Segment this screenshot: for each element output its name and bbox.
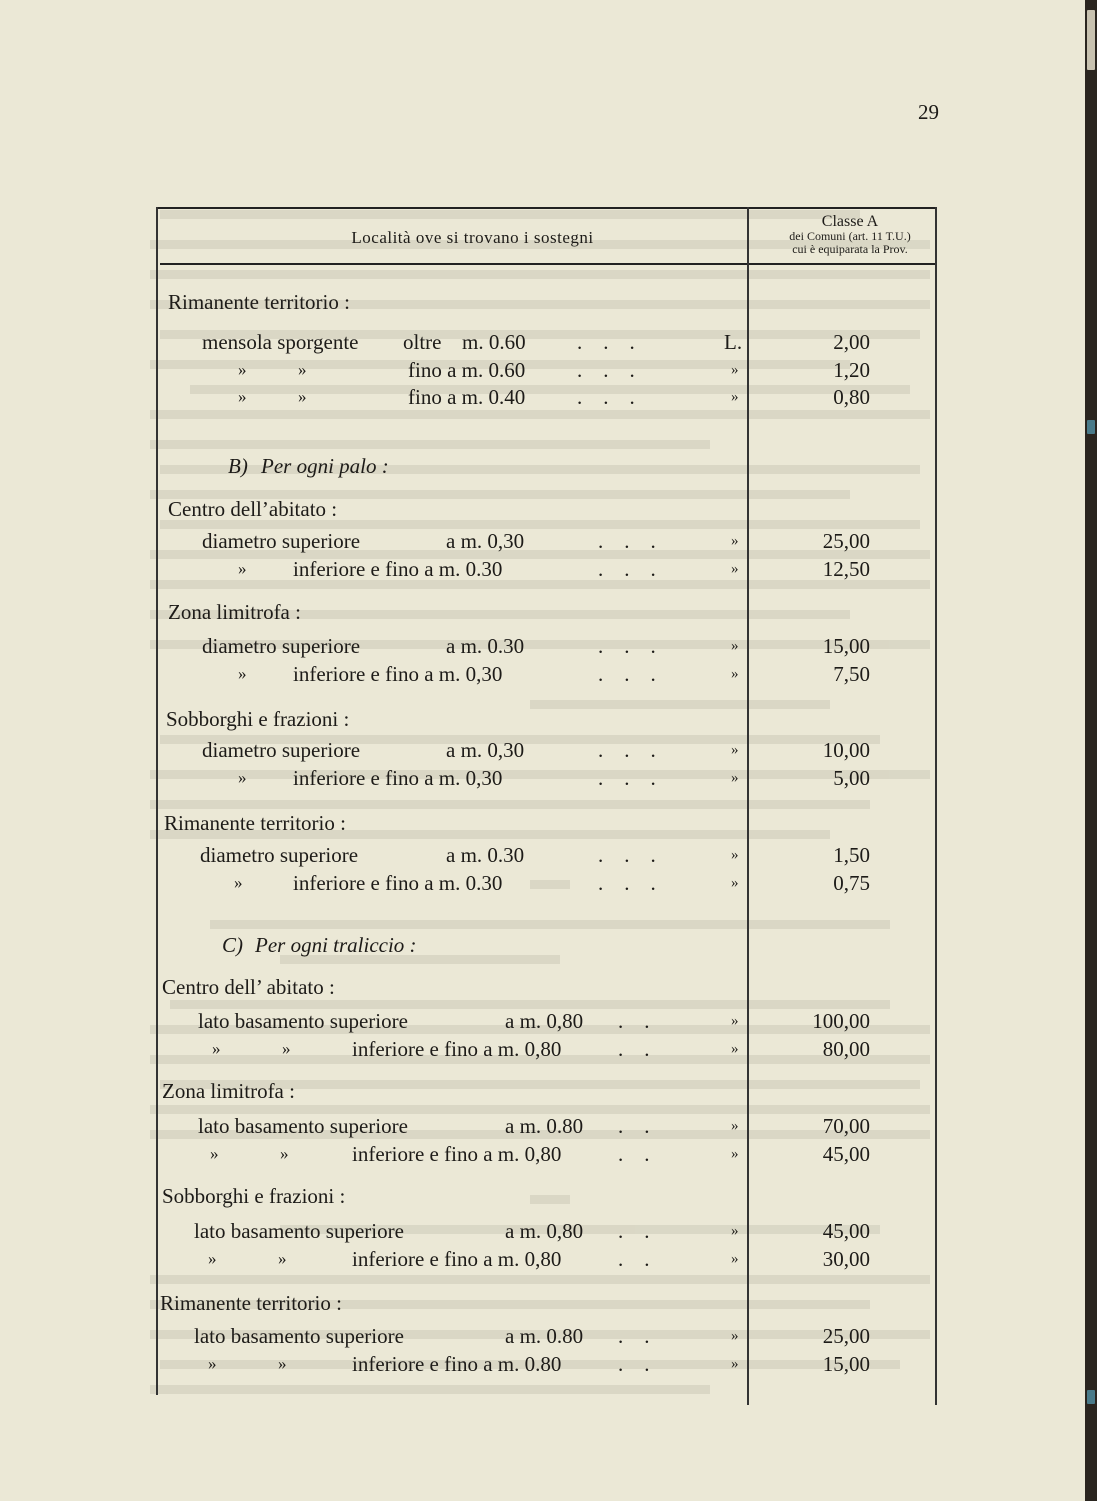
- fee-value: 45,00: [822, 1142, 870, 1166]
- fee-value: 12,50: [822, 557, 870, 581]
- ditto-mark: »: [208, 1354, 217, 1373]
- row-condition: fino a m. 0.40: [408, 385, 526, 409]
- leader-dots: . .: [618, 1114, 650, 1138]
- fee-value: 1,50: [833, 843, 870, 867]
- fee-value: 15,00: [822, 1352, 870, 1376]
- ditto-mark: »: [208, 1249, 217, 1268]
- row-measure: a m. 0,80: [505, 1219, 584, 1243]
- row-measure: m. 0.60: [462, 330, 526, 354]
- ditto-mark: »: [238, 387, 247, 406]
- table-row: [0, 764, 1085, 792]
- leader-dots: . . .: [598, 843, 656, 867]
- table-row: [0, 1112, 1085, 1140]
- table-row: [0, 452, 1085, 480]
- ditto-mark: »: [278, 1354, 287, 1373]
- fee-value: 15,00: [822, 634, 870, 658]
- column-header-location: Località ove si trovano i sostegni: [351, 228, 594, 247]
- fee-value: 45,00: [822, 1219, 870, 1243]
- fee-value: 100,00: [812, 1009, 870, 1033]
- table-row: [0, 1245, 1085, 1273]
- row-measure: a m. 0.80: [505, 1324, 584, 1348]
- row-measure: a m. 0.30: [446, 634, 525, 658]
- row-condition: inferiore e fino a m. 0.80: [352, 1352, 562, 1376]
- row-measure: a m. 0.80: [505, 1114, 584, 1138]
- group-heading: Rimanente territorio :: [164, 811, 346, 835]
- row-condition: inferiore e fino a m. 0.30: [293, 871, 503, 895]
- class-header-line3: cui è equiparata la Prov.: [792, 242, 908, 256]
- ditto-mark: »: [212, 1039, 221, 1058]
- ditto-mark: »: [731, 1118, 739, 1134]
- ditto-mark: »: [731, 362, 739, 378]
- ditto-mark: »: [731, 742, 739, 758]
- section-letter: B): [228, 454, 248, 478]
- class-header-line1: Classe A: [821, 213, 879, 230]
- table-row: [0, 598, 1085, 626]
- row-label: lato basamento superiore: [198, 1114, 408, 1138]
- row-condition: inferiore e fino a m. 0,80: [352, 1142, 562, 1166]
- section-title: Per ogni palo :: [261, 454, 389, 478]
- table-row: [0, 1007, 1085, 1035]
- row-label: lato basamento superiore: [194, 1219, 404, 1243]
- table-row: [0, 809, 1085, 837]
- fee-value: 80,00: [822, 1037, 870, 1061]
- ditto-mark: »: [238, 360, 247, 379]
- group-heading: Sobborghi e frazioni :: [166, 707, 350, 731]
- group-heading: Centro dell’abitato :: [168, 497, 338, 521]
- group-heading: Sobborghi e frazioni :: [162, 1184, 346, 1208]
- row-condition: inferiore e fino a m. 0.30: [293, 557, 503, 581]
- ditto-mark: »: [731, 389, 739, 405]
- row-condition: fino a m. 0.60: [408, 358, 526, 382]
- class-header-line2: dei Comuni (art. 11 T.U.): [789, 229, 911, 243]
- ditto-mark: »: [298, 387, 307, 406]
- ditto-mark: »: [731, 1041, 739, 1057]
- table-row: [0, 973, 1085, 1001]
- table-row: [0, 931, 1085, 959]
- row-measure: a m. 0,80: [505, 1009, 584, 1033]
- leader-dots: . .: [618, 1247, 650, 1271]
- fee-value: 0,80: [833, 385, 870, 409]
- ditto-mark: »: [731, 1356, 739, 1372]
- table-header-rule: [160, 263, 935, 265]
- currency-label: L.: [724, 330, 743, 354]
- group-heading: Zona limitrofa :: [168, 600, 301, 624]
- fee-value: 10,00: [822, 738, 870, 762]
- ditto-mark: »: [298, 360, 307, 379]
- row-label: diametro superiore: [200, 843, 359, 867]
- group-heading: Rimanente territorio :: [168, 290, 350, 314]
- leader-dots: . . .: [598, 662, 656, 686]
- fee-value: 0,75: [833, 871, 870, 895]
- ditto-mark: »: [731, 770, 739, 786]
- table-row: [0, 495, 1085, 523]
- leader-dots: . .: [618, 1324, 650, 1348]
- group-heading: Centro dell’ abitato :: [162, 975, 335, 999]
- table-row: [0, 705, 1085, 733]
- leader-dots: . .: [618, 1009, 650, 1033]
- fee-value: 7,50: [833, 662, 870, 686]
- table-row: [0, 328, 1085, 356]
- ditto-mark: »: [238, 559, 247, 578]
- leader-dots: . . .: [598, 871, 656, 895]
- group-heading: Rimanente territorio :: [160, 1291, 342, 1315]
- table-row: [0, 383, 1085, 411]
- fee-value: 1,20: [833, 358, 870, 382]
- row-label: diametro superiore: [202, 634, 361, 658]
- leader-dots: . . .: [598, 557, 656, 581]
- fee-value: 30,00: [822, 1247, 870, 1271]
- ditto-mark: »: [280, 1144, 289, 1163]
- ditto-mark: »: [731, 1146, 739, 1162]
- ditto-mark: »: [238, 664, 247, 683]
- row-measure: a m. 0.30: [446, 843, 525, 867]
- ditto-mark: »: [731, 533, 739, 549]
- fee-value: 2,00: [833, 330, 870, 354]
- fee-value: 70,00: [822, 1114, 870, 1138]
- table-row: [0, 1035, 1085, 1063]
- row-measure: a m. 0,30: [446, 738, 525, 762]
- row-condition: oltre: [403, 330, 442, 354]
- column-header-class: [760, 213, 940, 256]
- row-label: lato basamento superiore: [198, 1009, 408, 1033]
- ditto-mark: »: [234, 873, 243, 892]
- leader-dots: . . .: [577, 330, 635, 354]
- leader-dots: . . .: [598, 738, 656, 762]
- row-condition: inferiore e fino a m. 0,30: [293, 766, 503, 790]
- ditto-mark: »: [731, 1251, 739, 1267]
- table-row: [0, 1140, 1085, 1168]
- table-row: [0, 1289, 1085, 1317]
- table-top-rule: [156, 207, 937, 209]
- table-row: [0, 527, 1085, 555]
- ditto-mark: »: [731, 875, 739, 891]
- table-row: [0, 1182, 1085, 1210]
- ditto-mark: »: [731, 638, 739, 654]
- row-label: mensola sporgente: [202, 330, 359, 354]
- leader-dots: . . .: [577, 385, 635, 409]
- table-row: [0, 1077, 1085, 1105]
- table-row: [0, 288, 1085, 316]
- leader-dots: . . .: [598, 634, 656, 658]
- leader-dots: . .: [618, 1352, 650, 1376]
- ditto-mark: »: [731, 1328, 739, 1344]
- page-number: 29: [918, 100, 939, 124]
- table-row: [0, 555, 1085, 583]
- ditto-mark: »: [731, 666, 739, 682]
- table-row: [0, 736, 1085, 764]
- row-label: diametro superiore: [202, 738, 361, 762]
- table-row: [0, 1350, 1085, 1378]
- leader-dots: . . .: [577, 358, 635, 382]
- ditto-mark: »: [731, 847, 739, 863]
- row-label: lato basamento superiore: [194, 1324, 404, 1348]
- table-row: [0, 1217, 1085, 1245]
- fee-value: 5,00: [833, 766, 870, 790]
- table-row: [0, 632, 1085, 660]
- section-title: Per ogni traliccio :: [255, 933, 417, 957]
- table-row: [0, 869, 1085, 897]
- table-row: [0, 356, 1085, 384]
- leader-dots: . .: [618, 1142, 650, 1166]
- leader-dots: . .: [618, 1037, 650, 1061]
- row-measure: a m. 0,30: [446, 529, 525, 553]
- ditto-mark: »: [278, 1249, 287, 1268]
- row-label: diametro superiore: [202, 529, 361, 553]
- row-condition: inferiore e fino a m. 0,80: [352, 1037, 562, 1061]
- ditto-mark: »: [210, 1144, 219, 1163]
- section-letter: C): [222, 933, 243, 957]
- table-row: [0, 841, 1085, 869]
- table-row: [0, 660, 1085, 688]
- ditto-mark: »: [731, 1223, 739, 1239]
- leader-dots: . . .: [598, 766, 656, 790]
- fee-value: 25,00: [822, 1324, 870, 1348]
- row-condition: inferiore e fino a m. 0,80: [352, 1247, 562, 1271]
- fee-value: 25,00: [822, 529, 870, 553]
- leader-dots: . . .: [598, 529, 656, 553]
- scan-edge: [1085, 0, 1097, 1501]
- ditto-mark: »: [731, 561, 739, 577]
- ditto-mark: »: [238, 768, 247, 787]
- ditto-mark: »: [731, 1013, 739, 1029]
- ditto-mark: »: [282, 1039, 291, 1058]
- group-heading: Zona limitrofa :: [162, 1079, 295, 1103]
- row-condition: inferiore e fino a m. 0,30: [293, 662, 503, 686]
- leader-dots: . .: [618, 1219, 650, 1243]
- table-row: [0, 1322, 1085, 1350]
